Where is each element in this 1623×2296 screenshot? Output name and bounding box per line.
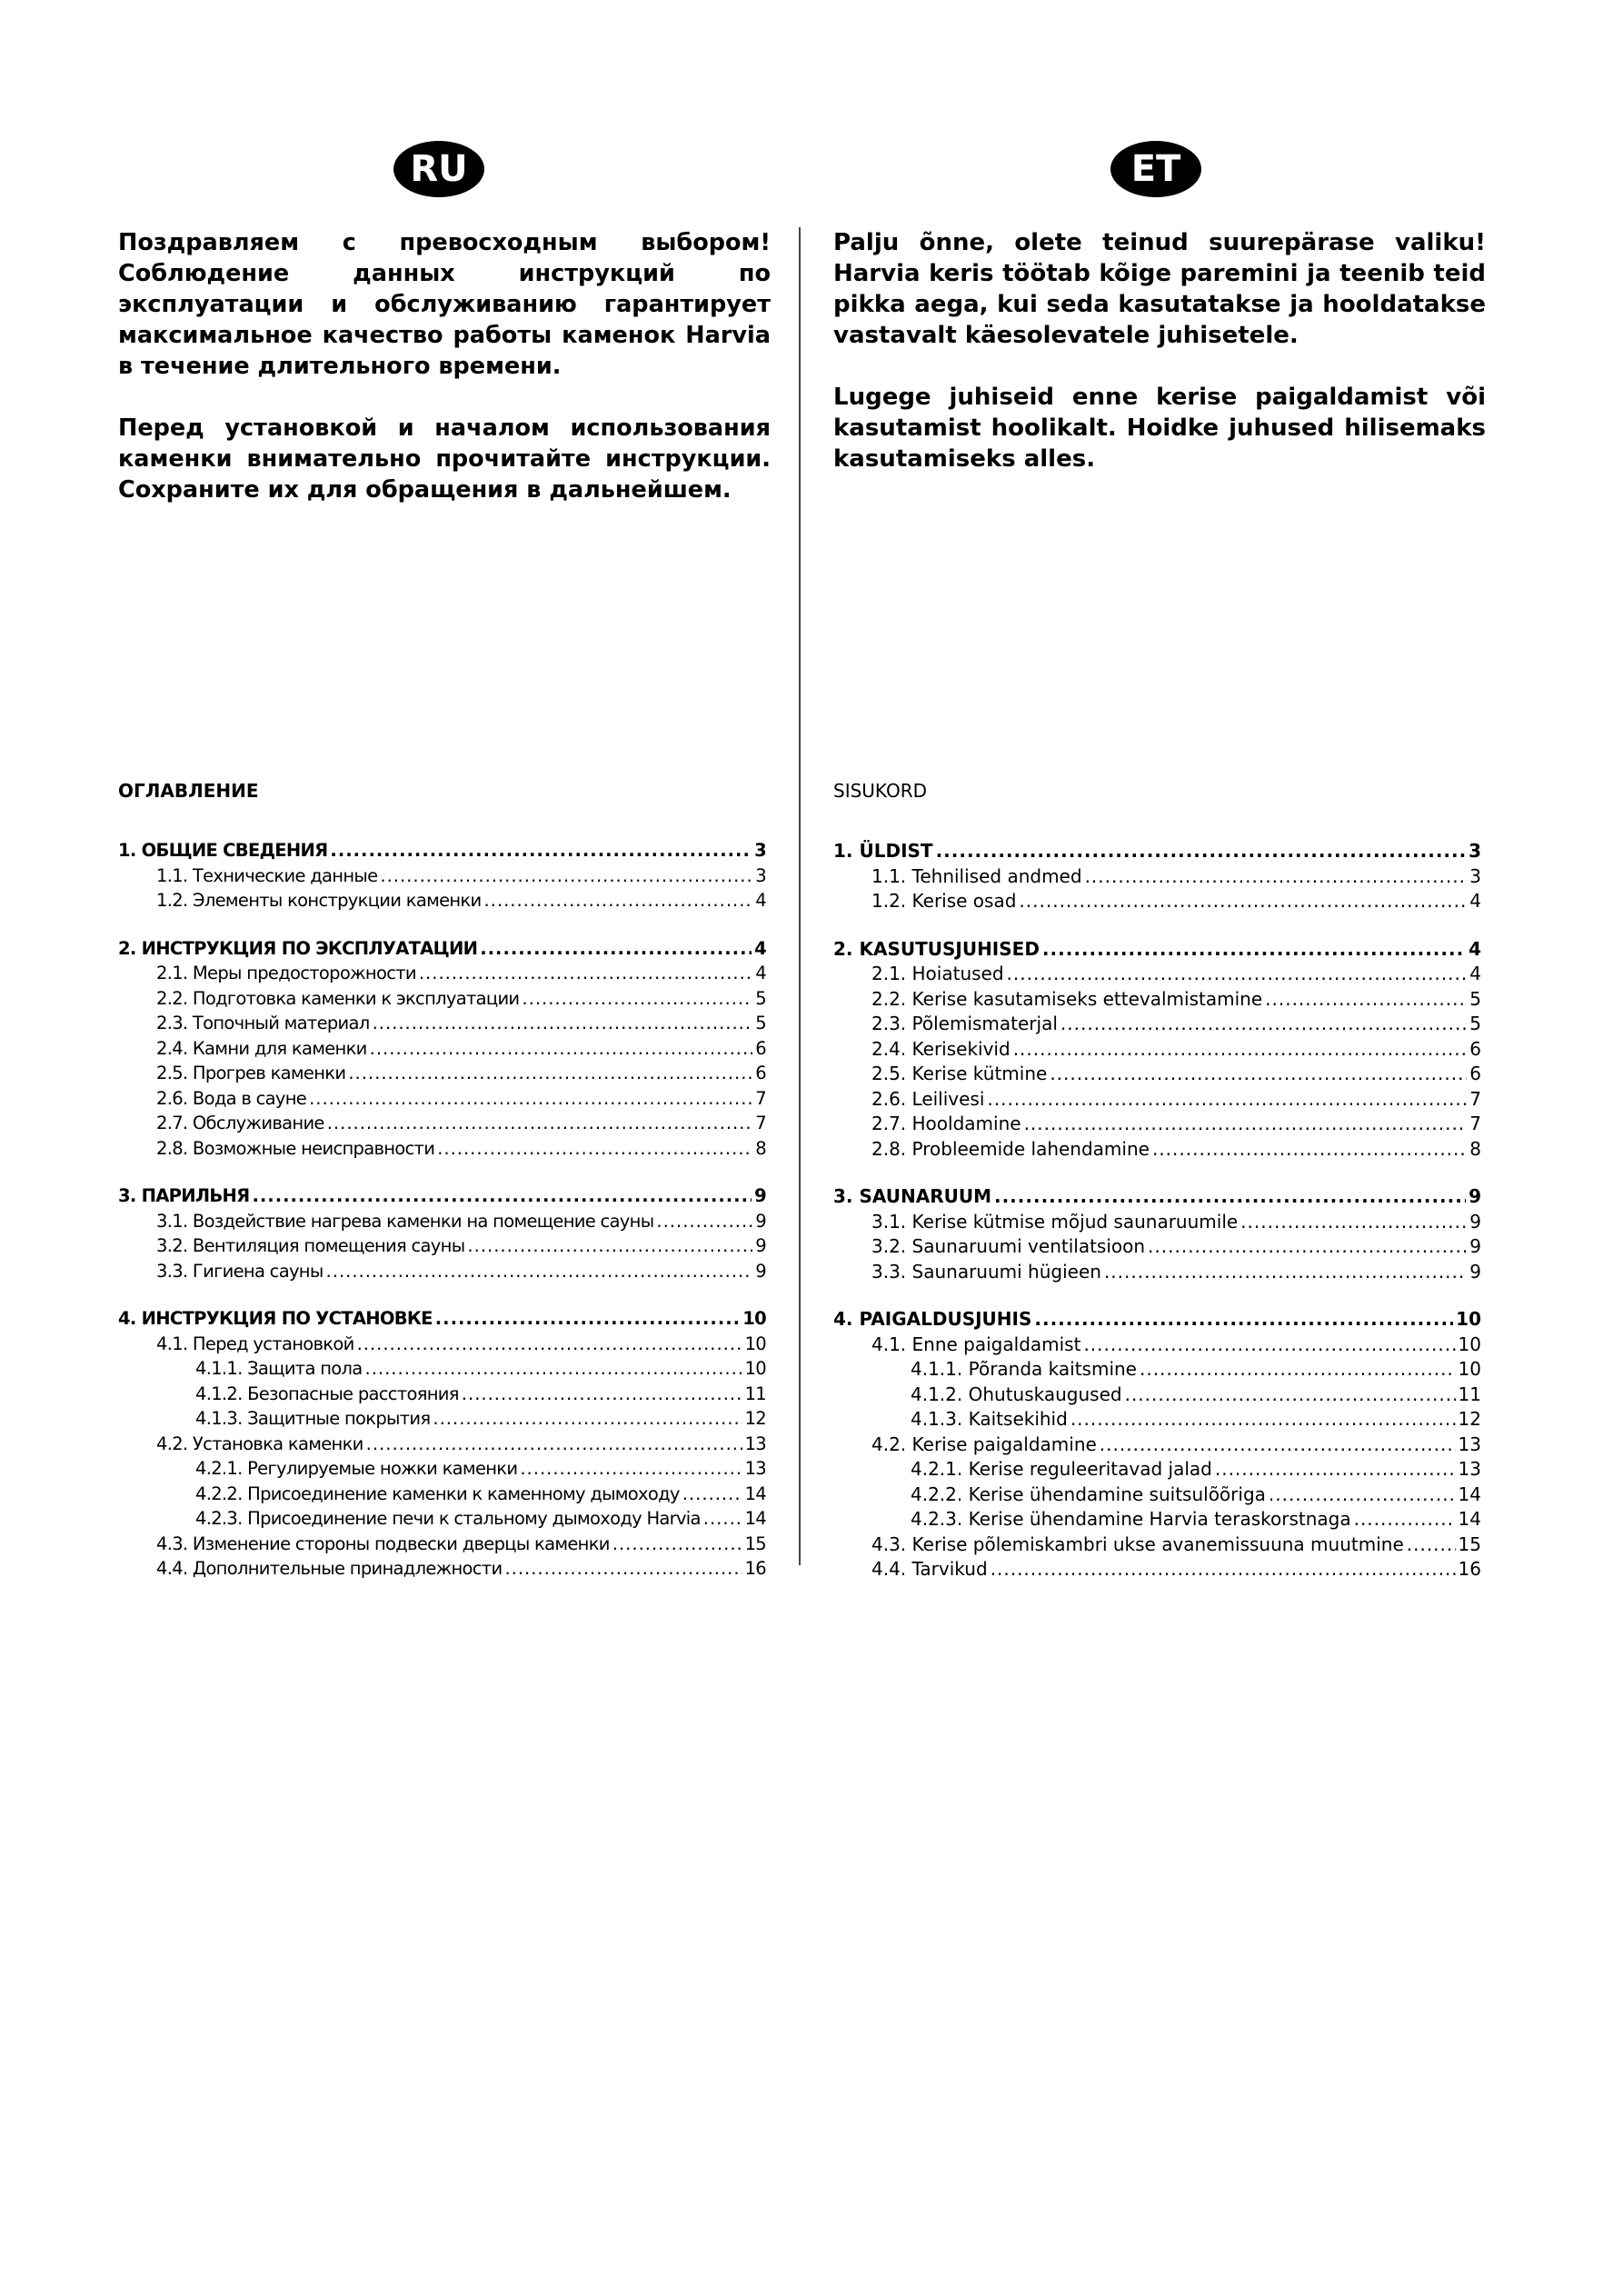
toc-entry-page: 7	[755, 1087, 766, 1109]
toc-leader-dots	[1215, 1458, 1456, 1480]
toc-entry[interactable]	[833, 1013, 1481, 1038]
toc-entry-label: 4.3. Изменение стороны подвески дверцы каменки	[156, 1532, 610, 1554]
toc-leader-dots	[936, 840, 1467, 862]
toc-entry-label: 4.1.1. Põranda kaitsmine	[911, 1358, 1137, 1380]
toc-entry-label: 4.4. Tarvikud	[871, 1558, 988, 1580]
toc-entry[interactable]	[833, 938, 1481, 963]
toc-entry-page: 14	[744, 1482, 766, 1504]
toc-entry-label: 2.7. Обслуживание	[156, 1113, 324, 1133]
toc-section	[833, 938, 1481, 1163]
toc-entry-label: 1.1. Tehnilised andmed	[871, 864, 1082, 887]
toc-entry-page: 3	[1469, 864, 1481, 887]
toc-entry-label: 4.3. Kerise põlemiskambri ukse avanemissuuna muutmine	[871, 1532, 1404, 1555]
toc-entry-page: 13	[1458, 1433, 1481, 1455]
toc-entry-label: 4.2.2. Присоединение каменки к каменному дымоходу	[195, 1482, 680, 1504]
toc-entry-label: 2.7. Hooldamine	[871, 1113, 1021, 1134]
toc-leader-dots	[435, 1308, 741, 1329]
toc-entry[interactable]	[833, 1558, 1481, 1583]
toc-entry[interactable]	[118, 988, 766, 1013]
toc-leader-dots	[1024, 1113, 1468, 1134]
toc-entry-page: 8	[1469, 1137, 1481, 1160]
toc-entry-page: 4	[1469, 963, 1481, 984]
toc-entry-label: 2.3. Põlemismaterjal	[871, 1013, 1058, 1034]
toc-entry-label: 1. ОБЩИЕ СВЕДЕНИЯ	[118, 840, 328, 861]
toc-entry-label: 3.2. Saunaruumi ventilatsioon	[871, 1235, 1146, 1257]
toc-entry[interactable]	[833, 1211, 1481, 1236]
toc-entry[interactable]	[118, 1433, 766, 1459]
toc-leader-dots	[1269, 1483, 1456, 1505]
toc-leader-dots	[520, 1458, 742, 1479]
toc-entry-label: 4.1. Enne paigaldamist	[871, 1333, 1081, 1355]
toc-entry[interactable]	[833, 1308, 1481, 1333]
toc-entry-page: 6	[1469, 1037, 1481, 1060]
toc-leader-dots	[373, 1013, 753, 1033]
toc-entry[interactable]	[833, 1383, 1481, 1409]
toc-entry-label: 3.2. Вентиляция помещения сауны	[156, 1235, 465, 1256]
toc-entry-label: 2.8. Возможные неисправности	[156, 1137, 435, 1159]
toc-entry-page: 13	[744, 1458, 766, 1479]
toc-leader-dots	[370, 1038, 753, 1059]
toc-entry-label: 3.1. Kerise kütmise mõjud saunaruumile	[871, 1210, 1239, 1233]
toc-leader-dots	[330, 840, 752, 861]
toc-entry[interactable]	[118, 1308, 766, 1333]
toc-entry-page: 10	[744, 1333, 766, 1354]
toc-entry[interactable]	[833, 1483, 1481, 1509]
toc-entry-page: 14	[1458, 1482, 1481, 1505]
toc-entry[interactable]	[833, 1088, 1481, 1113]
toc-leader-dots	[1042, 938, 1466, 960]
toc-leader-dots	[1060, 1013, 1467, 1034]
toc-entry-page: 7	[755, 1113, 766, 1133]
toc-entry-label: 4.1.2. Ohutuskaugused	[911, 1383, 1122, 1405]
toc-entry[interactable]	[833, 963, 1481, 988]
toc-entry[interactable]	[118, 1261, 766, 1286]
toc-leader-dots	[656, 1211, 752, 1232]
toc-entry[interactable]	[118, 1038, 766, 1063]
toc-entry-label: 4.2.3. Kerise ühendamine Harvia teraskorstnaga	[911, 1508, 1351, 1530]
toc-leader-dots	[419, 963, 752, 983]
toc-leader-dots	[1085, 865, 1468, 887]
toc-entry-label: 1. ÜLDIST	[833, 840, 933, 862]
toc-section	[833, 840, 1481, 915]
intro-et	[833, 227, 1486, 505]
toc-leader-dots	[433, 1408, 742, 1429]
toc-entry[interactable]	[833, 1185, 1481, 1211]
toc-leader-dots	[348, 1063, 752, 1083]
toc-leader-dots	[366, 1433, 742, 1454]
toc-leader-dots	[1140, 1358, 1456, 1380]
toc-leader-dots	[483, 890, 752, 911]
toc-leader-dots	[1050, 1063, 1467, 1084]
toc-leader-dots	[357, 1333, 742, 1354]
toc-entry-label: 1.2. Kerise osad	[871, 890, 1017, 912]
intro-paragraph: Поздравляем с превосходным выбором! Соблюдение данных инструкций по эксплуатации и обслуживанию гарантирует максимальное качество работы каменок Harvia в течение длительного времени.	[118, 229, 771, 380]
toc-entry-page: 4	[754, 937, 766, 959]
toc-entry-label: 2.5. Прогрев каменки	[156, 1063, 346, 1083]
toc-leader-dots	[1354, 1508, 1456, 1530]
toc-entry-label: 2.3. Топочный материал	[156, 1013, 370, 1033]
toc-leader-dots	[1034, 1308, 1453, 1330]
toc-entry-label: 4.4. Дополнительные принадлежности	[156, 1558, 503, 1579]
toc-entry-label: 4.2.1. Регулируемые ножки каменки	[195, 1458, 518, 1479]
toc-leader-dots	[327, 1113, 753, 1133]
toc-entry-page: 16	[744, 1558, 766, 1579]
toc-leader-dots	[612, 1533, 742, 1554]
toc-entry-label: 2. ИНСТРУКЦИЯ ПО ЭКСПЛУАТАЦИИ	[118, 937, 478, 959]
toc-entry[interactable]	[118, 1458, 766, 1483]
toc-entry-label: 2.6. Leilivesi	[871, 1087, 985, 1110]
toc-leader-dots	[504, 1558, 742, 1579]
toc-entry-page: 9	[1469, 1185, 1481, 1207]
toc-entry[interactable]	[833, 988, 1481, 1013]
toc-entry[interactable]	[833, 840, 1481, 865]
toc-entry[interactable]	[118, 890, 766, 915]
toc-entry-page: 11	[744, 1383, 766, 1404]
toc-leader-dots	[1148, 1235, 1467, 1257]
toc-entry-page: 10	[1458, 1333, 1481, 1355]
toc-leader-dots	[1019, 890, 1467, 912]
toc-entry[interactable]	[833, 1261, 1481, 1286]
toc-entry[interactable]	[118, 1235, 766, 1261]
toc-entry-page: 10	[742, 1308, 766, 1329]
toc-leader-dots	[462, 1383, 742, 1404]
toc-leader-dots	[991, 1558, 1456, 1580]
toc-leader-dots	[467, 1235, 752, 1256]
toc-leader-dots	[380, 865, 752, 886]
toc-entry[interactable]	[833, 1508, 1481, 1533]
toc-entry-page: 5	[755, 987, 766, 1009]
toc-entry[interactable]	[118, 1138, 766, 1163]
toc-entry-page: 10	[1456, 1308, 1481, 1330]
toc-entry[interactable]	[118, 1211, 766, 1236]
toc-entry-label: 2.4. Kerisekivid	[871, 1037, 1011, 1060]
toc-leader-dots	[987, 1088, 1467, 1110]
toc-entry-label: 1.1. Технические данные	[156, 864, 378, 886]
toc-leader-dots	[1083, 1333, 1455, 1355]
toc-leader-dots	[1100, 1433, 1456, 1455]
toc-entry-label: 2.2. Подготовка каменки к эксплуатации	[156, 987, 520, 1009]
toc-entry[interactable]	[118, 1113, 766, 1138]
toc-entry-label: 4.2.2. Kerise ühendamine suitsulõõriga	[911, 1482, 1266, 1505]
toc-entry-page: 9	[755, 1235, 766, 1256]
language-badge-ru: RU	[393, 141, 484, 197]
toc-entry-label: 2.6. Вода в сауне	[156, 1087, 307, 1109]
toc-leader-dots	[682, 1483, 742, 1504]
toc-entry-label: 4.1.3. Kaitsekihid	[911, 1408, 1068, 1430]
toc-entry-label: 3. ПАРИЛЬНЯ	[118, 1185, 250, 1206]
toc-entry-page: 13	[1458, 1458, 1481, 1480]
toc-entry-page: 13	[744, 1433, 766, 1454]
toc-leader-dots	[1407, 1533, 1456, 1555]
toc-entry[interactable]	[118, 1185, 766, 1211]
toc-entry-page: 12	[744, 1408, 766, 1429]
toc-entry-page: 5	[1469, 987, 1481, 1010]
toc-entry[interactable]	[118, 1558, 766, 1583]
toc-entry-label: 3. SAUNARUUM	[833, 1185, 991, 1207]
toc-entry[interactable]	[833, 1235, 1481, 1261]
toc-section	[833, 1185, 1481, 1285]
toc-entry-page: 9	[755, 1210, 766, 1232]
toc-entry-page: 3	[754, 840, 766, 861]
toc-entry[interactable]	[833, 1333, 1481, 1359]
toc-entry-page: 7	[1469, 1087, 1481, 1110]
toc-leader-dots	[326, 1261, 753, 1282]
toc-entry-page: 9	[754, 1185, 766, 1206]
toc-entry[interactable]	[118, 963, 766, 988]
toc-entry[interactable]	[118, 1063, 766, 1088]
toc-entry-page: 16	[1458, 1558, 1481, 1580]
toc-entry-page: 4	[755, 963, 766, 983]
toc-entry[interactable]	[118, 1088, 766, 1113]
toc-section	[118, 1308, 766, 1583]
toc-entry-page: 5	[755, 1013, 766, 1033]
intro-paragraph: Lugege juhiseid enne kerise paigaldamist või kasutamist hoolikalt. Hoidke juhused hilisemaks kasutamiseks alles.	[833, 384, 1486, 473]
toc-entry-label: 4.1.1. Защита пола	[195, 1358, 363, 1379]
toc-entry[interactable]	[833, 1113, 1481, 1138]
toc-entry[interactable]	[118, 865, 766, 891]
toc-entry[interactable]	[833, 1138, 1481, 1163]
toc-entry[interactable]	[833, 1038, 1481, 1063]
toc-entry-page: 10	[1458, 1358, 1481, 1380]
toc-leader-dots	[1265, 988, 1467, 1010]
toc-entry[interactable]	[833, 1408, 1481, 1433]
toc-entry-page: 8	[755, 1137, 766, 1159]
toc-leader-dots	[1013, 1038, 1468, 1060]
toc-ru	[118, 780, 766, 1606]
toc-entry-page: 3	[1469, 840, 1481, 862]
toc-entry[interactable]	[833, 1358, 1481, 1383]
toc-title: SISUKORD	[833, 780, 927, 802]
toc-entry-page: 4	[755, 890, 766, 911]
toc-entry-label: 4. PAIGALDUSJUHIS	[833, 1308, 1032, 1330]
toc-entry[interactable]	[118, 1383, 766, 1409]
toc-leader-dots	[1070, 1408, 1456, 1430]
toc-entry-label: 2.2. Kerise kasutamiseks ettevalmistamine	[871, 987, 1263, 1010]
toc-entry[interactable]	[118, 1508, 766, 1533]
toc-entry-page: 4	[1469, 890, 1481, 912]
toc-entry[interactable]	[833, 1063, 1481, 1088]
toc-leader-dots	[994, 1185, 1466, 1207]
toc-entry-page: 11	[1458, 1383, 1481, 1405]
toc-entry-page: 9	[755, 1260, 766, 1282]
toc-leader-dots	[1240, 1211, 1467, 1233]
toc-entry[interactable]	[833, 890, 1481, 915]
toc-entry[interactable]	[118, 938, 766, 963]
toc-entry-page: 9	[1469, 1260, 1481, 1283]
toc-entry-label: 2.8. Probleemide lahendamine	[871, 1137, 1150, 1160]
toc-entry-page: 14	[744, 1508, 766, 1529]
toc-entry-label: 4.1.2. Безопасные расстояния	[195, 1383, 459, 1404]
toc-section	[833, 1308, 1481, 1583]
toc-entry[interactable]	[833, 1433, 1481, 1459]
toc-entry-label: 4.2.3. Присоединение печи к стальному дымоходу Harvia	[195, 1508, 701, 1529]
toc-entry[interactable]	[118, 1483, 766, 1509]
toc-entry[interactable]	[118, 1408, 766, 1433]
toc-leader-dots	[1125, 1383, 1456, 1405]
toc-leader-dots	[1152, 1138, 1467, 1160]
toc-entry-label: 3.3. Saunaruumi hügieen	[871, 1260, 1101, 1283]
toc-entry[interactable]	[833, 1458, 1481, 1483]
toc-entry-label: 2. KASUTUSJUHISED	[833, 937, 1040, 960]
intro-paragraph: Перед установкой и началом использования каменки внимательно прочитайте инструкции. Сохраните их для обращения в дальнейшем.	[118, 414, 771, 504]
toc-entry-page: 10	[744, 1358, 766, 1379]
toc-entry-page: 7	[1469, 1113, 1481, 1134]
toc-leader-dots	[703, 1508, 742, 1529]
toc-entry-label: 2.5. Kerise kütmine	[871, 1063, 1048, 1084]
toc-entry-page: 6	[755, 1063, 766, 1083]
toc-entry-label: 2.4. Камни для каменки	[156, 1037, 367, 1059]
toc-entry[interactable]	[118, 840, 766, 865]
toc-entry-page: 5	[1469, 1013, 1481, 1034]
toc-entry[interactable]	[118, 1013, 766, 1038]
column-divider	[799, 227, 801, 1565]
toc-entry-page: 15	[1458, 1532, 1481, 1555]
toc-entry-label: 4.2. Kerise paigaldamine	[871, 1433, 1097, 1455]
toc-entry-page: 14	[1458, 1508, 1481, 1530]
toc-entry-label: 4.2.1. Kerise reguleeritavad jalad	[911, 1458, 1212, 1480]
toc-entry-page: 15	[744, 1532, 766, 1554]
toc-leader-dots	[522, 988, 752, 1009]
intro-paragraph: Palju õnne, olete teinud suurepärase valiku! Harvia keris töötab kõige paremini ja teenib teid pikka aega, kui seda kasutatakse ja hooldatakse vastavalt käesolevatele juhisetele.	[833, 229, 1486, 349]
toc-entry-label: 2.1. Hoiatused	[871, 963, 1004, 984]
toc-entry-label: 4.1. Перед установкой	[156, 1333, 354, 1354]
toc-section	[118, 840, 766, 915]
intro-ru	[118, 227, 771, 536]
toc-entry[interactable]	[118, 1533, 766, 1559]
toc-entry[interactable]	[833, 865, 1481, 891]
toc-entry-page: 3	[755, 864, 766, 886]
toc-section	[118, 938, 766, 1163]
toc-entry-page: 6	[1469, 1063, 1481, 1084]
toc-entry-page: 12	[1458, 1408, 1481, 1430]
toc-entry-label: 1.2. Элементы конструкции каменки	[156, 890, 482, 911]
toc-et	[833, 780, 1481, 1606]
toc-leader-dots	[365, 1358, 742, 1379]
toc-leader-dots	[309, 1088, 752, 1109]
toc-entry[interactable]	[833, 1533, 1481, 1559]
toc-entry[interactable]	[118, 1358, 766, 1383]
toc-section	[118, 1185, 766, 1285]
toc-title: ОГЛАВЛЕНИЕ	[118, 780, 259, 802]
toc-entry-label: 4. ИНСТРУКЦИЯ ПО УСТАНОВКЕ	[118, 1308, 433, 1329]
language-badge-et: ET	[1110, 141, 1201, 197]
toc-leader-dots	[1104, 1261, 1467, 1283]
toc-entry-label: 4.1.3. Защитные покрытия	[195, 1408, 431, 1429]
toc-entry-page: 9	[1469, 1235, 1481, 1257]
toc-entry-page: 9	[1469, 1210, 1481, 1233]
toc-entry-page: 4	[1469, 937, 1481, 960]
toc-leader-dots	[1007, 963, 1468, 984]
toc-entry-label: 3.1. Воздействие нагрева каменки на помещение сауны	[156, 1210, 654, 1232]
toc-entry-label: 3.3. Гигиена сауны	[156, 1260, 324, 1282]
toc-entry-label: 4.2. Установка каменки	[156, 1433, 363, 1454]
toc-leader-dots	[252, 1185, 752, 1206]
toc-leader-dots	[480, 938, 752, 959]
toc-entry[interactable]	[118, 1333, 766, 1359]
toc-entry-label: 2.1. Меры предосторожности	[156, 963, 416, 983]
toc-leader-dots	[437, 1138, 752, 1159]
toc-entry-page: 6	[755, 1037, 766, 1059]
